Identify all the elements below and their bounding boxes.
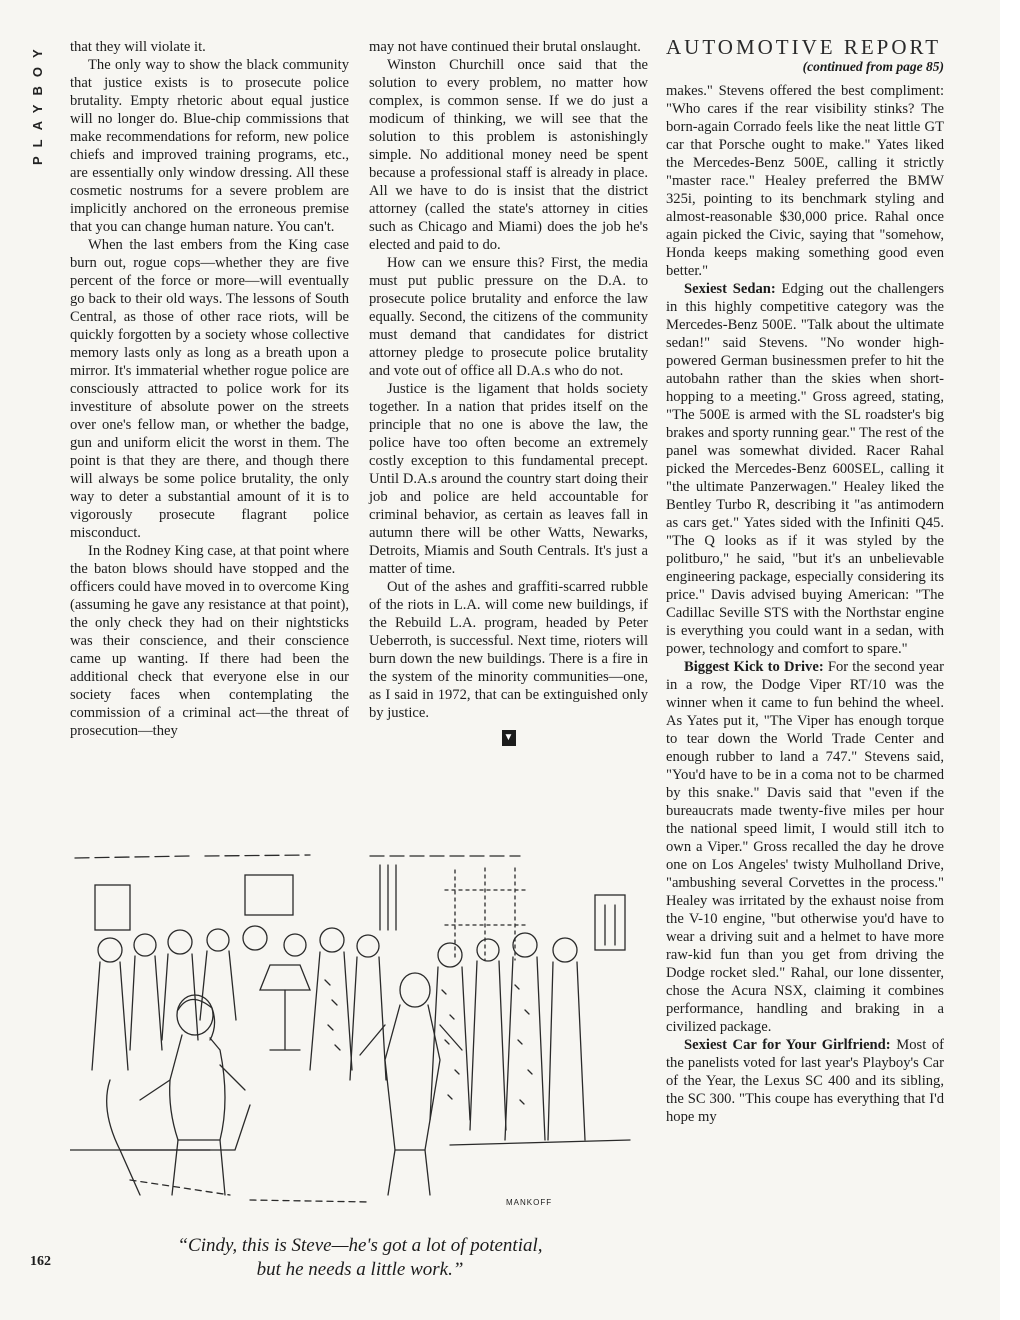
paragraph: Justice is the ligament that holds society together. In a nation that prides itself on the principle that no one is above the law, the police have too often become an extremely costly exception to this fundamental precept. Until D.A.s around the country start doing their job and police are held accountable for criminal behavior, as certain as leaves fall in autumn there will be other Watts, Newarks, Detroits, Miamis and South Centrals. It's just a matter of time.: [369, 381, 648, 577]
party-cartoon-illustration: [70, 850, 650, 1220]
subhead: Biggest Kick to Drive:: [684, 659, 824, 675]
automotive-report-column: [666, 35, 945, 1126]
paragraph: When the last embers from the King case burn out, rogue cops—whether they are five percent of the force or more—will eventually go back to their old ways. The lessons of South Central, as those of other race riots, will be quickly forgotten by a society whose collective memory lasts only as long as a breath upon a mirror. It's immaterial whether rogue police are consciously attracted to police work for its investiture of absolute power on the streets over one's fellow man, or whether the badge, gun and uniform elicit the worst in them. The point is that they are there, and though there will always be some police brutality, the only way to deter a substantial amount of it is to vigorously prosecute flagrant police misconduct.: [70, 237, 349, 541]
paragraph: may not have continued their brutal onslaught.: [369, 39, 641, 55]
paragraph: In the Rodney King case, at that point where the baton blows should have stopped and the officers could have moved in to overcome King (assuming he gave any resistance at that point), the only check they had on their nightsticks was their conscience, and their conscience came up wanting. If there had been the additional check that everyone else in our society faces when contemplating the commission of a criminal act—the threat of prosecution—they: [70, 543, 349, 739]
paragraph: that they will violate it.: [70, 39, 206, 55]
paragraph: [666, 280, 944, 658]
article-column-2: [369, 38, 648, 746]
page-number: 162: [30, 1254, 51, 1269]
section-title: AUTOMOTIVE REPORT: [666, 35, 942, 59]
paragraph-text: For the second year in a row, the Dodge Viper RT/10 was the winner when it came to fun behind the wheel. As Yates put it, "The Viper has enough torque to tear down the World Trade Center and enough rubber to land a 747." Stevens said, "You'd have to be in a coma not to be charmed by this snake." Davis said that "even if the bureaucrats made twenty-five miles per hour the national speed limit, I would still itch to own a Viper." Gross recalled the day he drove one on Los Angeles' twisty Mulholland Drive, "ambushing several Corvettes in the process." Healey was irritated by the exhaust noise from the V-10 engine, "but otherwise you'd have to wear a driving suit and a helmet to have more raw-kid fun than you get from driving the Dodge rocket sled." Rahal, our lone dissenter, chose the Acura NSX, claiming it combines performance, handling and braking in a civilized package.: [666, 659, 944, 1035]
continued-from-note: (continued from page 85): [802, 59, 944, 74]
magazine-masthead: PLAYBOY: [30, 40, 45, 165]
article-column-1: [70, 38, 349, 740]
paragraph-text: Most of the panelists voted for last year's Playboy's Car of the Year, the Lexus SC 400 and its sibling, the SC 300. "This coupe has everything that I'd hope my: [666, 1037, 945, 1125]
paragraph: [666, 1036, 944, 1126]
cartoon-caption: [70, 1234, 650, 1282]
paragraph: Winston Churchill once said that the solution to every problem, no matter how complex, is common sense. If we do just a modicum of thinking, we will see that the solution to this problem is astonishingly simple. No additional money need be spent because a professional staff is already in place. All we have to do is insist that the district attorney (called the state's attorney in cities such as Chicago and Miami) does the job he's elected and paid to do.: [369, 57, 648, 253]
subhead: Sexiest Car for Your Girlfriend:: [684, 1037, 891, 1053]
paragraph-text: Edging out the challengers in this highly competitive category was the Mercedes-Benz 500E. "Talk about the ultimate sedan!" said Stevens. "No wonder high-powered German businessmen prefer to hit the autobahn rather than the skies when short-hopping to a meeting." Gross agreed, stating, "The 500E is armed with the SL roadster's big brakes and sporty running gear." The rest of the panel was somewhat divided. Racer Rahal picked the Mercedes-Benz 600SEL, calling it "the ultimate Panzerwagen." Healey liked the Bentley Turbo R, describing it "as antimodern as cars get." Yates sided with the Infiniti Q45. "The Q looks as if it was styled by the politburo," he said, "but it's an unbelievable engineering package, especially considering its price." Davis advised buying American: "The Cadillac Seville STS with the Northstar engine is everything you could want in a sedan, with power, technology and comfort to spare.": [666, 281, 945, 657]
caption-line: but he needs a little work.”: [256, 1259, 464, 1280]
paragraph: The only way to show the black community that justice exists is to prosecute police brutality. Empty rhetoric about equal justice will no longer do. Blue-chip commissions that make recommendations for reform, new police chiefs and improved training programs, etc., are essentially only window dressing. All these cosmetic nostrums for a severe problem are implicitly anchored on the erroneous premise that you can change human nature. You can't.: [70, 57, 349, 235]
paragraph: Out of the ashes and graffiti-scarred rubble of the riots in L.A. will come new buildings, if the Rebuild L.A. program, headed by Peter Ueberroth, is successful. Next time, rioters will burn down the new buildings. There is a fire in the system of the minority communities—one, as I said in 1972, that can be extinguished only by justice.: [369, 579, 648, 721]
rabbit-head-end-mark-icon: ▼: [502, 730, 516, 746]
cartoonist-signature: MANKOFF: [506, 1198, 553, 1207]
paragraph: How can we ensure this? First, the media must put public pressure on the D.A. to prosecute police brutality and enforce the law equally. Second, the citizens of the community must demand that candidates for district attorney pledge to prosecute police brutality and vote out of office all D.A.s who do not.: [369, 255, 648, 379]
caption-line: “Cindy, this is Steve—he's got a lot of potential,: [177, 1235, 543, 1256]
paragraph: [666, 658, 944, 1036]
paragraph: makes." Stevens offered the best compliment: "Who cares if the rear visibility stinks? The born-again Corrado feels like the neat little GT car that Porsche ought to make." Yates liked the Mercedes-Benz 500E, calling it strictly "master race." Healey preferred the BMW 325i, pointing to its benchmark styling and almost-reasonable $30,000 price. Rahal once again picked the Civic, saying that "somehow, Honda keeps making something good even better.": [666, 83, 944, 279]
subhead: Sexiest Sedan:: [684, 281, 776, 297]
